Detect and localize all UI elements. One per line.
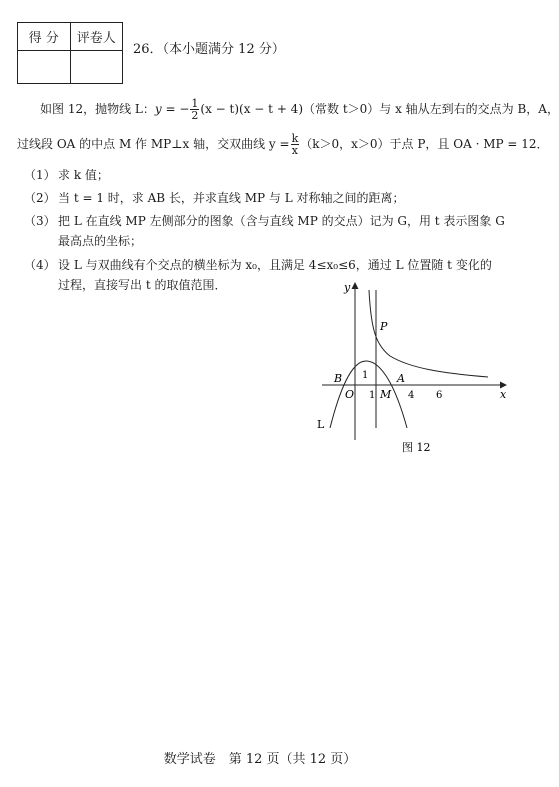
label-p: P	[380, 320, 388, 333]
item-1-no: （1）	[24, 168, 56, 182]
stem-y-eq: y = −	[154, 102, 190, 116]
item-3-no: （3）	[24, 214, 56, 228]
fraction-x: x	[291, 144, 298, 157]
item-3-cont-text: 最高点的坐标；	[58, 234, 143, 248]
stem-text-2b: （k＞0，x＞0）于点 P，且 OA · MP = 12．	[300, 137, 549, 151]
grader-header: 评卷人	[70, 23, 123, 51]
item-2-text: 当 t = 1 时，求 AB 长，并求直线 MP 与 L 对称轴之间的距离；	[58, 191, 405, 205]
label-four: 4	[408, 390, 415, 401]
label-x: x	[500, 388, 507, 401]
stem-text-1b: (x − t)(x − t + 4)（常数 t＞0）与 x 轴从左到右的交点为 B，A，	[200, 102, 559, 116]
label-o: O	[345, 388, 355, 401]
item-4-text: 设 L 与双曲线有个交点的横坐标为 x₀，且满足 4≤x₀≤6，通过 L 位置随 t 变化的	[58, 258, 492, 272]
label-one-top: 1	[362, 370, 369, 381]
label-one-bottom: 1	[369, 390, 376, 401]
item-1-text: 求 k 值；	[58, 168, 109, 182]
fraction-half-num: 1	[191, 97, 199, 110]
item-2-no: （2）	[24, 191, 56, 205]
item-4-cont-text: 过程，直接写出 t 的取值范围．	[58, 278, 227, 292]
item-4-no: （4）	[24, 258, 56, 272]
page-footer: 数学试卷 第 12 页（共 12 页）	[163, 752, 357, 767]
label-b: B	[334, 372, 343, 385]
label-l: L	[317, 418, 325, 431]
label-y: y	[344, 281, 351, 294]
stem-text-2a: 过线段 OA 的中点 M 作 MP⊥x 轴，交双曲线 y =	[17, 137, 290, 151]
label-a: A	[397, 372, 405, 385]
figure-caption: 图 12	[402, 441, 431, 454]
label-six: 6	[436, 390, 443, 401]
label-m: M	[380, 388, 392, 401]
stem-text-1a: 如图 12，抛物线 L：	[40, 102, 155, 116]
question-heading: 26．（本小题满分 12 分）	[133, 42, 285, 57]
hyperbola-curve	[369, 290, 488, 377]
fraction-half-den: 2	[191, 109, 199, 122]
score-header: 得 分	[18, 23, 71, 51]
item-3-text: 把 L 在直线 MP 左侧部分的图象（含与直线 MP 的交点）记为 G，用 t 表示图象 G	[58, 214, 505, 228]
fraction-k: k	[291, 132, 299, 145]
